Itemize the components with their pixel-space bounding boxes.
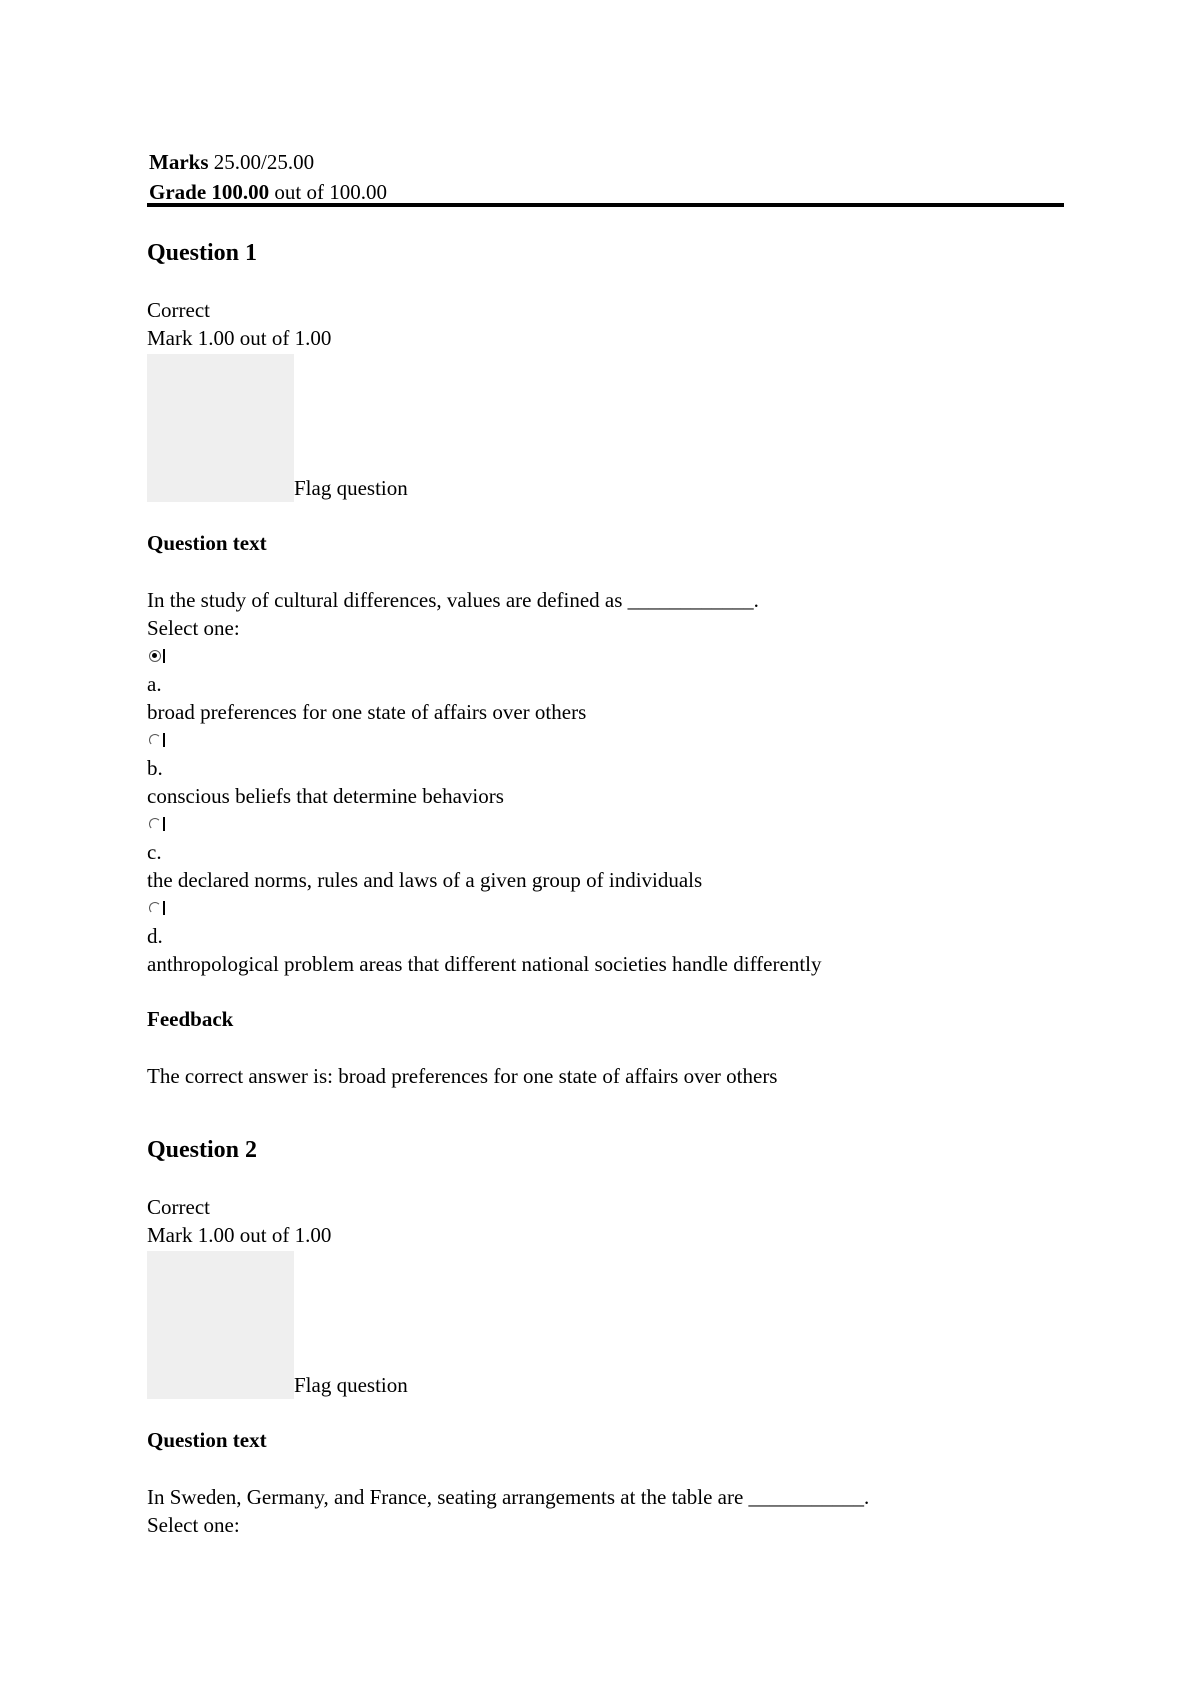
option-letter: b. (147, 756, 163, 780)
flag-question-label[interactable]: Flag question (294, 1373, 408, 1397)
summary-divider (147, 203, 1064, 207)
question-2 (147, 1135, 1067, 1539)
flag-question-control[interactable] (147, 1251, 1067, 1399)
question-mark: Mark 1.00 out of 1.00 (147, 1223, 332, 1247)
flag-icon[interactable] (147, 354, 294, 502)
option-b-radio-row[interactable] (147, 726, 1067, 754)
select-one-prompt: Select one: (147, 616, 240, 640)
grade-label: Grade (149, 180, 207, 204)
question-mark: Mark 1.00 out of 1.00 (147, 326, 332, 350)
question-prompt: In Sweden, Germany, and France, seating arrangements at the table are ___________. (147, 1485, 870, 1509)
radio-dot (152, 653, 157, 658)
question-1 (147, 238, 1067, 1090)
flag-icon[interactable] (147, 1251, 294, 1399)
flag-question-label[interactable]: Flag question (294, 476, 408, 500)
question-title: Question 2 (147, 1137, 258, 1163)
radio-cursor-bar (163, 649, 165, 663)
attempt-summary (147, 147, 1067, 207)
feedback-heading: Feedback (147, 1007, 234, 1031)
question-text-heading: Question text (147, 1428, 267, 1452)
radio-cursor-bar (163, 733, 165, 747)
radio-cursor-bar (163, 817, 165, 831)
option-letter: c. (147, 840, 162, 864)
question-status: Correct (147, 1195, 210, 1219)
radio-selected-icon[interactable] (149, 650, 161, 662)
question-prompt: In the study of cultural differences, values are defined as ____________. (147, 588, 759, 612)
select-one-prompt: Select one: (147, 1513, 240, 1537)
option-d-radio-row[interactable] (147, 894, 1067, 922)
radio-unselected-icon[interactable] (149, 902, 161, 914)
marks-label: Marks (149, 150, 209, 174)
grade-suffix: out of 100.00 (274, 180, 387, 204)
option-letter: a. (147, 672, 162, 696)
option-text[interactable]: anthropological problem areas that different national societies handle differently (147, 952, 822, 976)
feedback-text: The correct answer is: broad preferences for one state of affairs over others (147, 1064, 778, 1088)
option-text[interactable]: broad preferences for one state of affairs over others (147, 700, 587, 724)
flag-question-control[interactable] (147, 354, 1067, 502)
marks-value: 25.00/25.00 (213, 150, 315, 174)
option-text[interactable]: conscious beliefs that determine behaviors (147, 784, 504, 808)
marks-row (147, 147, 1067, 177)
option-c-radio-row[interactable] (147, 810, 1067, 838)
question-text-heading: Question text (147, 531, 267, 555)
radio-unselected-icon[interactable] (149, 734, 161, 746)
option-text[interactable]: the declared norms, rules and laws of a given group of individuals (147, 868, 703, 892)
question-title: Question 1 (147, 240, 258, 266)
option-a-radio-row[interactable] (147, 642, 1067, 670)
grade-value: 100.00 (211, 180, 270, 204)
option-letter: d. (147, 924, 163, 948)
radio-cursor-bar (163, 901, 165, 915)
question-status: Correct (147, 298, 210, 322)
radio-unselected-icon[interactable] (149, 818, 161, 830)
